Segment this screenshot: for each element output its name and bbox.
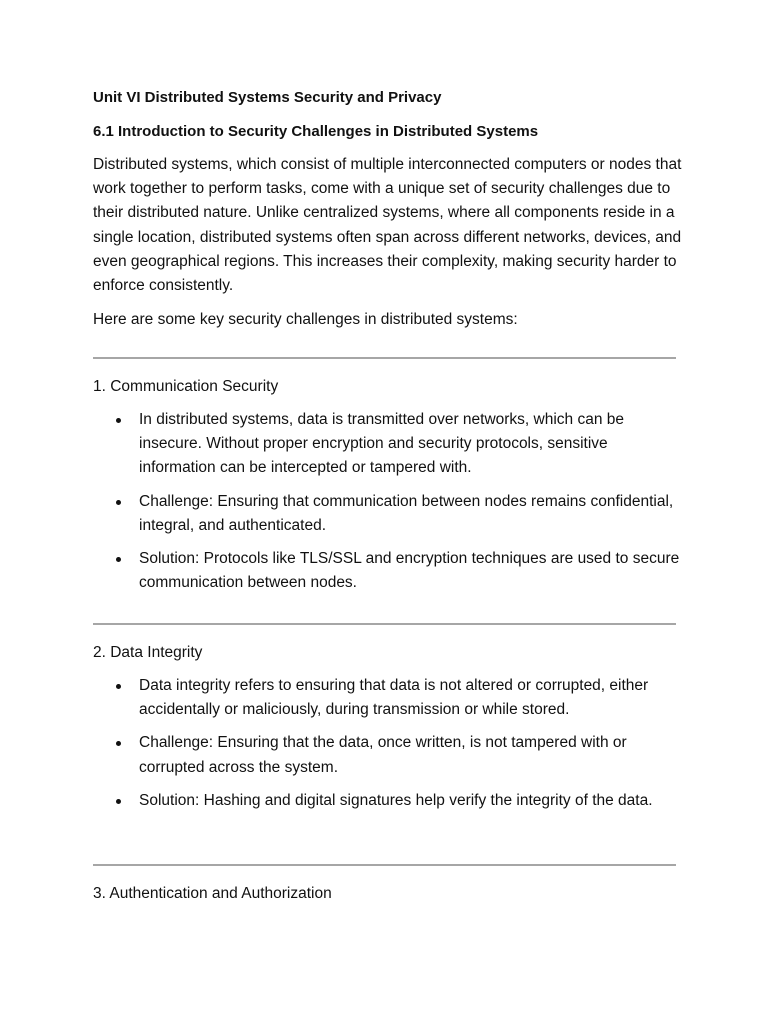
unit-title: Unit VI Distributed Systems Security and Privacy	[93, 89, 442, 106]
section-authentication-authorization	[93, 883, 683, 905]
bullet-text: Data integrity refers to ensuring that data is not altered or corrupted, either accidentally or maliciously, during transmission or while stored.	[139, 677, 649, 719]
section-heading: 1. Communication Security	[93, 378, 279, 395]
bullet-text: Solution: Protocols like TLS/SSL and encryption techniques are used to secure communication between nodes.	[139, 550, 680, 592]
list-item	[93, 731, 683, 779]
section-communication-security	[93, 376, 683, 604]
lead-in-text: Here are some key security challenges in distributed systems:	[93, 311, 518, 328]
bullet-icon	[116, 684, 121, 689]
section-heading: 3. Authentication and Authorization	[93, 885, 332, 902]
section-divider	[93, 357, 676, 359]
list-item	[93, 674, 683, 722]
list-item	[93, 408, 683, 481]
list-item	[93, 789, 683, 813]
bullet-icon	[116, 799, 121, 804]
section-divider	[93, 864, 676, 866]
list-item	[93, 490, 683, 538]
bullet-list	[93, 408, 683, 595]
section-divider	[93, 623, 676, 625]
list-item	[93, 547, 683, 595]
bullet-text: In distributed systems, data is transmitted over networks, which can be insecure. Without proper encryption and security protocols, sensitive information can be intercepted or tampered with.	[139, 411, 625, 477]
bullet-icon	[116, 557, 121, 562]
bullet-text: Challenge: Ensuring that communication between nodes remains confidential, integral, and authenticated.	[139, 492, 674, 534]
bullet-icon	[116, 741, 121, 746]
bullet-text: Challenge: Ensuring that the data, once written, is not tampered with or corrupted across the system.	[139, 734, 627, 776]
bullet-icon	[116, 418, 121, 423]
bullet-icon	[116, 500, 121, 505]
bullet-list	[93, 674, 683, 813]
section-heading: 2. Data Integrity	[93, 644, 203, 661]
intro-paragraph: Distributed systems, which consist of multiple interconnected computers or nodes that work together to perform tasks, come with a unique set of security challenges due to their distributed nature. Unlike centralized systems, where all components reside in a single location, distributed systems often span across different networks, devices, and even geographical regions. This increases their complexity, making security harder to enforce consistently.	[93, 156, 682, 295]
section-title: 6.1 Introduction to Security Challenges in Distributed Systems	[93, 123, 539, 140]
section-data-integrity	[93, 642, 683, 822]
bullet-text: Solution: Hashing and digital signatures help verify the integrity of the data.	[139, 791, 653, 809]
